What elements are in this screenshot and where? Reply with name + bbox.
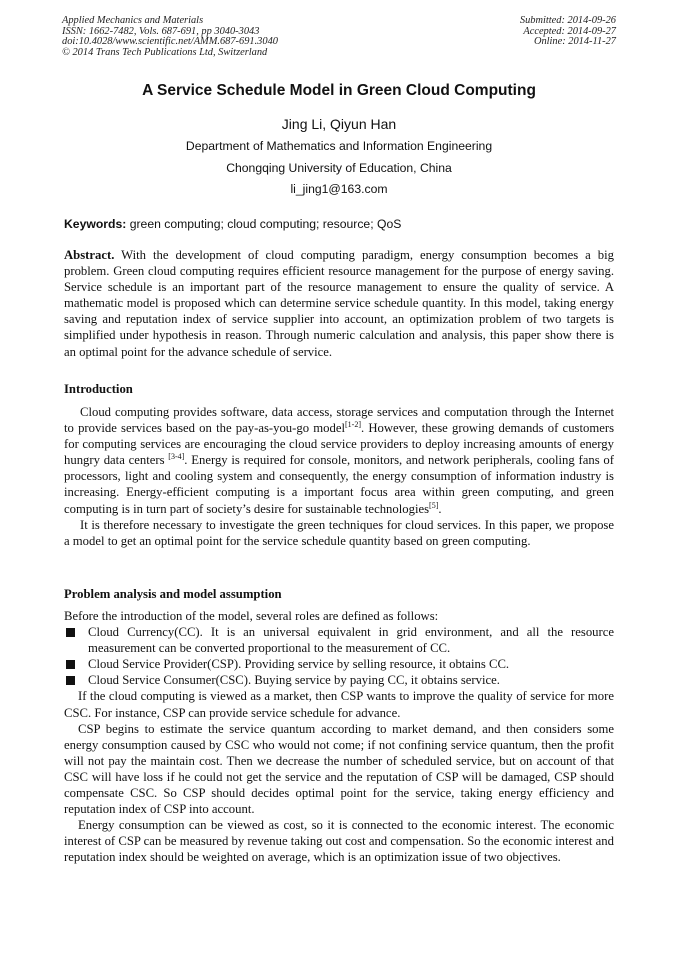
abstract-text: With the development of cloud computing paradigm, energy consumption becomes a big problem. Green cloud computing requires efficient resource management for the purpose of energy saving. Service schedule is an important part of the resource management to ensure the quality of service. A mathematic model is proposed which can determine service schedule quantity. In this model, taking energy saving and reputation index of service supplier into account, an optimization problem of two targets is simplified under hypothesis in reason. Through numeric calculation and analysis, this paper show there is an optimal point for the advance schedule of service. [64,248,614,359]
citation-5: [5] [429,500,439,510]
submitted-date: Submitted: 2014-09-26 [519,15,616,26]
paper-title: A Service Schedule Model in Green Cloud Computing [142,82,536,99]
citation-3-4: [3-4] [168,452,185,462]
email: li_jing1@163.com [290,182,388,196]
intro-text-d: . [438,501,442,516]
bullet-square-icon [66,628,75,637]
online-date: Online: 2014-11-27 [533,36,616,48]
list-item [64,672,614,688]
doi-line: doi:10.4028/www.scientific.net/AMM.687-691.3040 [62,36,278,48]
abstract-label: Abstract. [64,248,115,262]
citation-1-2: [1-2] [344,419,361,429]
dates-info [520,16,616,48]
journal-name: Applied Mechanics and Materials [62,15,204,26]
accepted-date: Accepted: 2014-09-27 [523,25,616,37]
department: Department of Mathematics and Information Engineering [185,139,493,153]
list-item [64,656,614,672]
bullet-text: Cloud Service Provider(CSP). Providing service by selling resource, it obtains CC. [88,657,510,672]
issn-line: ISSN: 1662-7482, Vols. 687-691, pp 3040-3043 [62,25,260,37]
list-item [64,624,614,656]
roles-intro: Before the introduction of the model, several roles are defined as follows: [64,609,439,623]
intro-text-b: . However, these growing demands of customers for computing services are encouraging the cloud service providers to deploy increasing amounts of energy hungry data centers [64,421,615,468]
introduction-heading: Introduction [64,382,133,396]
copyright-line: © 2014 Trans Tech Publications Ltd, Switzerland [62,46,268,58]
keywords-text: green computing; cloud computing; resource; QoS [126,217,402,231]
intro-paragraph-1 [64,404,614,517]
problem-paragraph-3: Energy consumption can be viewed as cost, so it is connected to the economic interest. The economic interest of CSP can be measured by revenue taking out cost and compensation. So the economic interest and reputation index should be weighted on average, which is an optimization issue of two objectives. [64,818,614,865]
abstract [64,247,614,360]
keywords [64,217,401,231]
keywords-label: Keywords: [64,217,127,231]
problem-paragraph-1: If the cloud computing is viewed as a market, then CSP wants to improve the quality of service for more CSC. For instance, CSP can provide service schedule for advance. [64,689,614,720]
problem-paragraph-2: CSP begins to estimate the service quantum according to market demand, and then considers some energy consumption caused by CSC who would not come; if not confining service quantum, then the profit will not pay the maintain cost. Then we decrease the number of scheduled service, but on account of that CSC will have loss if he could not get the service and the reputation of CSP will be damaged, CSP should compensate CSC. So CSP should decides optimal point for the service, taking energy efficiency and reputation index of CSP into account. [64,721,614,817]
bullet-square-icon [66,660,75,669]
bullet-square-icon [66,676,75,685]
intro-paragraph-2: It is therefore necessary to investigate the green techniques for cloud services. In this paper, we propose a model to get an optimal point for the service schedule quantity based on green computing. [64,517,614,548]
bullet-text: Cloud Service Consumer(CSC). Buying service by paying CC, it obtains service. [88,673,500,688]
intro-text-a: Cloud computing provides software, data access, storage services and computation through the Internet to provide services based on the pay-as-you-go model [64,405,614,436]
university: Chongqing University of Education, China [226,161,452,175]
bullet-text: Cloud Currency(CC). It is an universal equivalent in grid environment, and all the resource measurement can be converted proportional to the measurement of CC. [88,625,614,656]
roles-list [64,624,614,688]
problem-body [64,608,614,866]
intro-text-c: . Energy is required for console, monitors, and network peripherals, cooling fans of processors, light and cooling system and consequently, the energy consumption of information industry is increasing. Energy-efficient computing is a important focus area within green computing, and green computing is in turn part of society’s desire for sustainable technologies [64,453,614,516]
authors: Jing Li, Qiyun Han [281,116,397,132]
problem-heading: Problem analysis and model assumption [64,587,282,601]
introduction-body [64,404,614,549]
journal-info [62,16,278,58]
